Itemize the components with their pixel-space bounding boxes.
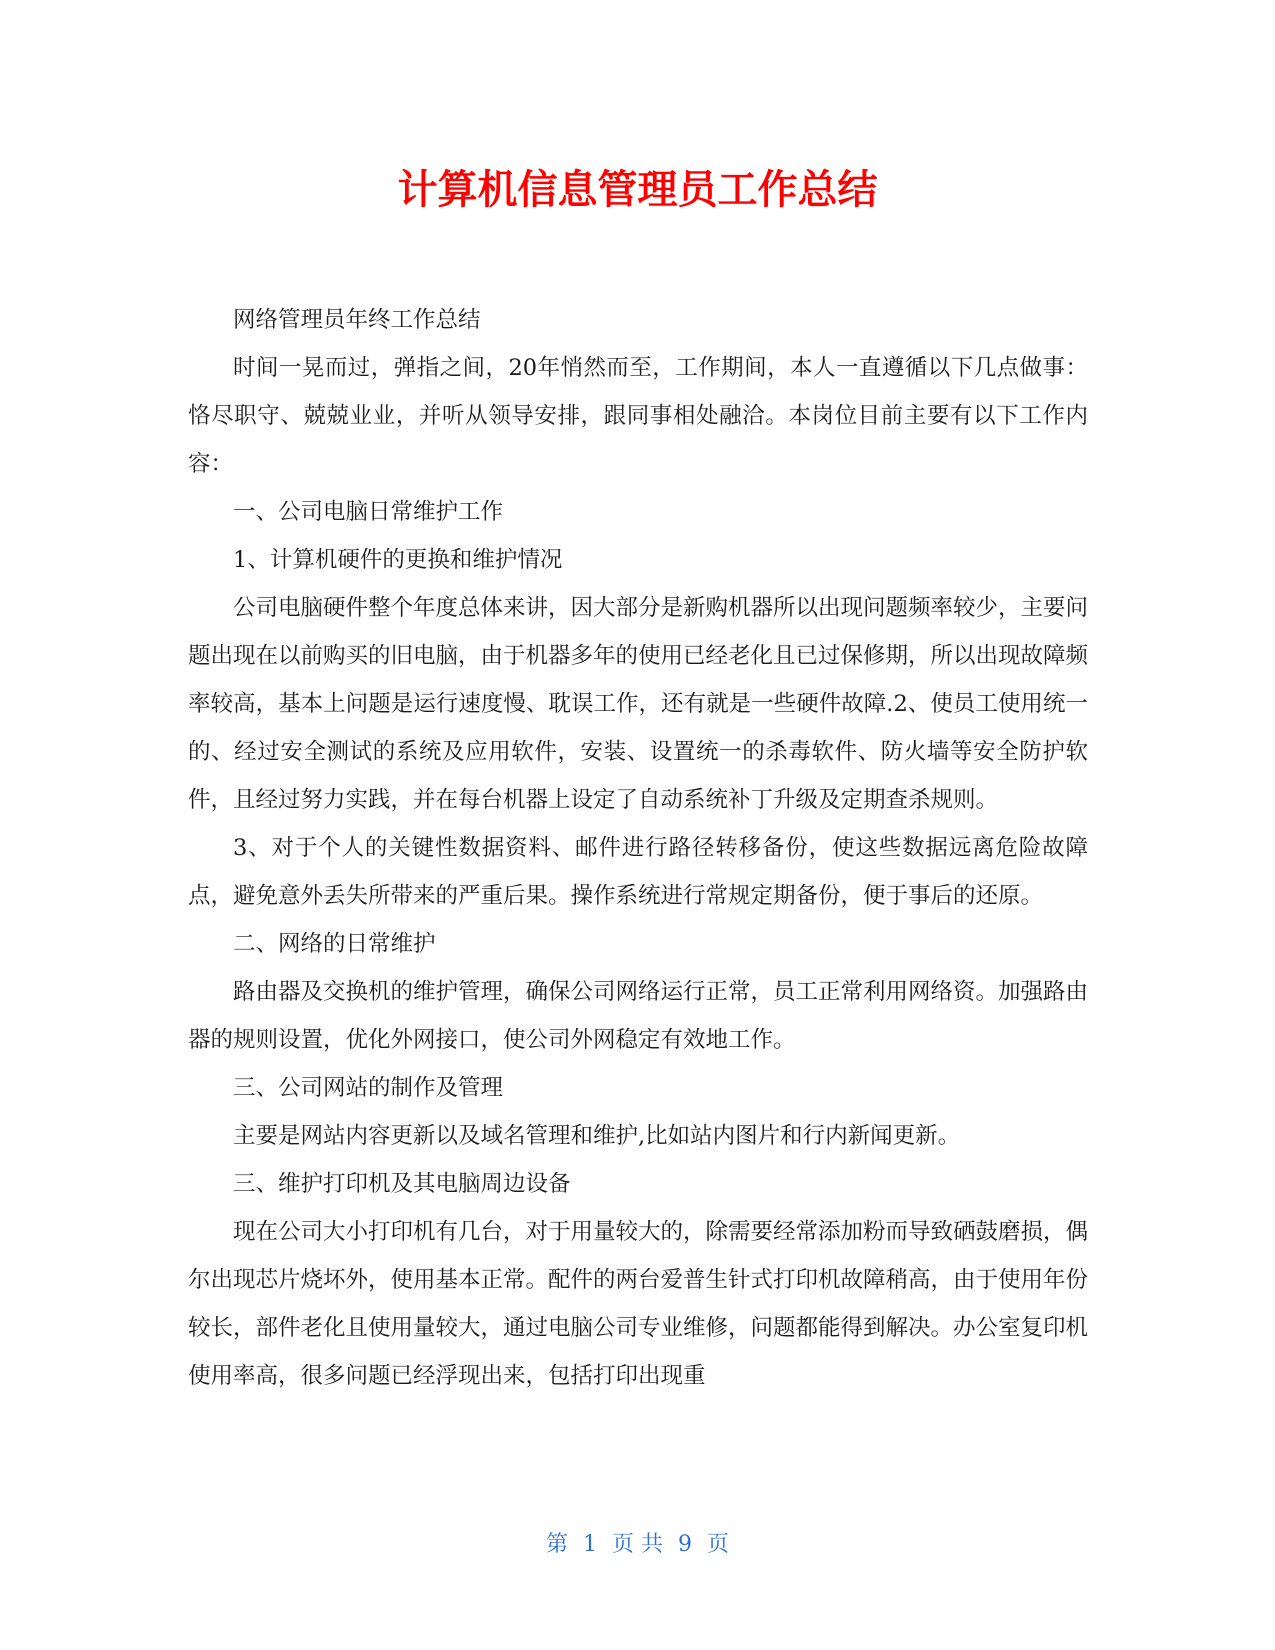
paragraph-network: 路由器及交换机的维护管理，确保公司网络运行正常，员工正常利用网络资。加强路由器的规则设置，优化外网接口，使公司外网稳定有效地工作。 bbox=[188, 979, 1089, 1053]
paragraph-hardware: 公司电脑硬件整个年度总体来讲，因大部分是新购机器所以出现问题频率较少，主要问题出现在以前购买的旧电脑，由于机器多年的使用已经老化且已过保修期，所以出现故障频率较高，基本上问题是运行速度慢、耽误工作，还有就是一些硬件故障.2、使员工使用统一的、经过安全测试的系统及应用软件，安装、设置统一的杀毒软件、防火墙等安全防护软件，且经过努力实践，并在每台机器上设定了自动系统补丁升级及定期查杀规则。 bbox=[188, 595, 1089, 813]
document-title: 计算机信息管理员工作总结 bbox=[397, 167, 878, 213]
paragraph-printers: 现在公司大小打印机有几台，对于用量较大的，除需要经常添加粉而导致硒鼓磨损，偶尔出现芯片烧坏外，使用基本正常。配件的两台爱普生针式打印机故障稍高，由于使用年份较长，部件老化且使用量较大，通过电脑公司专业维修，问题都能得到解决。办公室复印机使用率高，很多问题已经浮现出来，包括打印出现重 bbox=[188, 1219, 1089, 1389]
footer-total-pages: 9 bbox=[678, 1532, 692, 1557]
section-heading-3: 三、公司网站的制作及管理 bbox=[233, 1075, 504, 1101]
section-heading-2: 二、网络的日常维护 bbox=[233, 931, 436, 957]
paragraph-heading: 网络管理员年终工作总结 bbox=[233, 307, 481, 333]
section-heading-4: 三、维护打印机及其电脑周边设备 bbox=[233, 1171, 571, 1197]
section-heading-1: 一、公司电脑日常维护工作 bbox=[233, 499, 504, 525]
footer-suffix: 页 bbox=[707, 1532, 730, 1557]
page-number-footer bbox=[0, 1530, 1275, 1560]
paragraph-backup: 3、对于个人的关键性数据资料、邮件进行路径转移备份，使这些数据远离危险故障点，避免意外丢失所带来的严重后果。操作系统进行常规定期备份，便于事后的还原。 bbox=[188, 835, 1088, 909]
document-body bbox=[188, 296, 1088, 1400]
footer-current-page: 1 bbox=[583, 1532, 597, 1557]
paragraph-intro: 时间一晃而过，弹指之间，20年悄然而至，工作期间，本人一直遵循以下几点做事：恪尽职守、兢兢业业，并听从领导安排，跟同事相处融洽。本岗位目前主要有以下工作内容： bbox=[188, 355, 1088, 477]
footer-prefix: 第 bbox=[545, 1532, 568, 1557]
footer-middle: 页 共 bbox=[612, 1532, 663, 1557]
paragraph-website: 主要是网站内容更新以及域名管理和维护,比如站内图片和行内新闻更新。 bbox=[233, 1123, 961, 1149]
subsection-heading-1: 1、计算机硬件的更换和维护情况 bbox=[233, 547, 563, 573]
